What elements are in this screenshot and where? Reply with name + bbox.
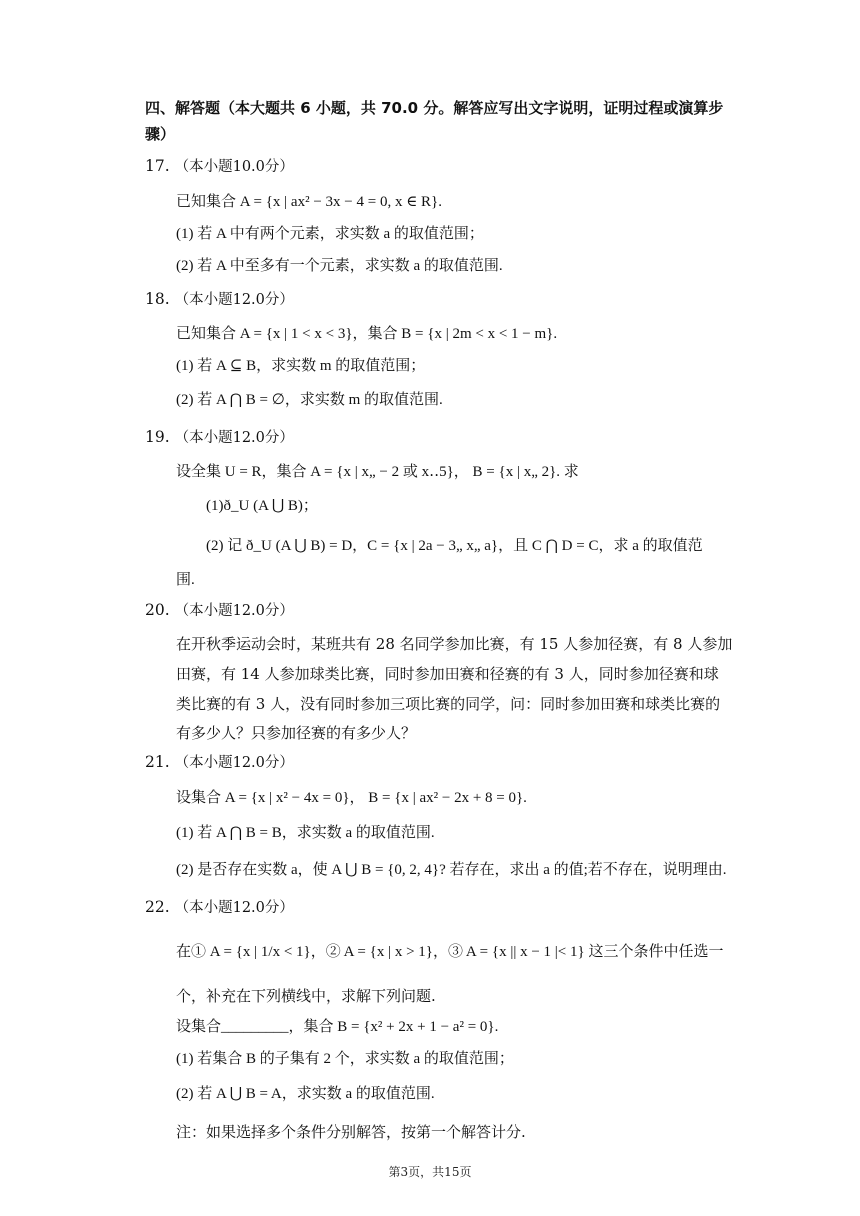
question-22-note: 注：如果选择多个条件分别解答，按第一个解答计分. xyxy=(176,1123,526,1141)
question-17-heading xyxy=(145,156,294,177)
question-number: 22. xyxy=(145,898,170,916)
question-19-part2: (2) 记 ð_U (A ⋃ B) = D，C = {x | 2a − 3„ x„ a}，且 C ⋂ D = C，求 a 的取值范 xyxy=(206,538,703,554)
question-18-heading xyxy=(145,289,294,310)
question-19-part2-cont: 围. xyxy=(176,572,195,588)
section-header-line1: 四、解答题（本大题共 6 小题，共 70.0 分。解答应写出文字说明，证明过程或演算步 xyxy=(145,99,724,117)
question-22-part2: (2) 若 A ⋃ B = A，求实数 a 的取值范围. xyxy=(176,1086,435,1102)
question-22-stem-cont: 个，补充在下列横线中，求解下列问题. xyxy=(176,987,436,1005)
question-19-part1: (1)ð_U (A ⋃ B)； xyxy=(206,498,318,514)
section-header-line2: 骤） xyxy=(145,125,176,143)
question-19-heading xyxy=(145,427,294,448)
question-20-line2: 田赛，有 14 人参加球类比赛，同时参加田赛和径赛的有 3 人，同时参加径赛和球 xyxy=(176,665,719,683)
question-20-line3: 类比赛的有 3 人，没有同时参加三项比赛的同学，问：同时参加田赛和球类比赛的 xyxy=(176,695,721,713)
question-21-stem: 设集合 A = {x | x² − 4x = 0}， B = {x | ax² − 2x + 8 = 0}. xyxy=(176,790,527,806)
question-19-stem: 设全集 U = R，集合 A = {x | x„ − 2 或 x‥5}， B = {x | x„ 2}. 求 xyxy=(176,464,579,480)
question-20-heading xyxy=(145,600,294,621)
question-17-stem: 已知集合 A = {x | ax² − 3x − 4 = 0, x ∈ R}. xyxy=(176,194,443,210)
question-number: 20. xyxy=(145,601,170,619)
question-22-part1: (1) 若集合 B 的子集有 2 个，求实数 a 的取值范围； xyxy=(176,1051,514,1067)
question-22-heading xyxy=(145,897,294,918)
question-number: 17. xyxy=(145,157,170,175)
question-18-stem: 已知集合 A = {x | 1 < x < 3}，集合 B = {x | 2m < x < 1 − m}. xyxy=(176,326,558,342)
question-20-line4: 有多少人？只参加径赛的有多少人？ xyxy=(176,724,417,742)
question-points: （本小题12.0分） xyxy=(174,900,294,916)
question-20-line1: 在开秋季运动会时，某班共有 28 名同学参加比赛，有 15 人参加径赛，有 8 人参加 xyxy=(176,635,733,653)
question-number: 18. xyxy=(145,290,170,308)
question-points: （本小题12.0分） xyxy=(174,755,294,771)
question-21-part1: (1) 若 A ⋂ B = B，求实数 a 的取值范围. xyxy=(176,825,435,841)
question-18-part1: (1) 若 A ⊆ B，求实数 m 的取值范围； xyxy=(176,358,426,374)
question-number: 21. xyxy=(145,753,170,771)
question-22-set-def: 设集合_________，集合 B = {x² + 2x + 1 − a² = 0}. xyxy=(176,1019,499,1035)
question-points: （本小题12.0分） xyxy=(174,603,294,619)
question-number: 19. xyxy=(145,428,170,446)
question-points: （本小题12.0分） xyxy=(174,292,294,308)
question-17-part2: (2) 若 A 中至多有一个元素，求实数 a 的取值范围. xyxy=(176,258,503,274)
question-18-part2: (2) 若 A ⋂ B = ∅，求实数 m 的取值范围. xyxy=(176,392,443,408)
question-22-stem: 在① A = {x | 1/x < 1}，② A = {x | x > 1}，③ A = {x || x − 1 |< 1} 这三个条件中任选一 xyxy=(176,944,724,960)
question-points: （本小题12.0分） xyxy=(174,430,294,446)
question-points: （本小题10.0分） xyxy=(174,159,294,175)
question-17-part1: (1) 若 A 中有两个元素，求实数 a 的取值范围； xyxy=(176,226,484,242)
question-21-part2: (2) 是否存在实数 a，使 A ⋃ B = {0, 2, 4}? 若存在，求出 a 的值;若不存在，说明理由. xyxy=(176,862,727,878)
page-footer: 第3页，共15页 xyxy=(388,1165,472,1179)
question-21-heading xyxy=(145,752,294,773)
